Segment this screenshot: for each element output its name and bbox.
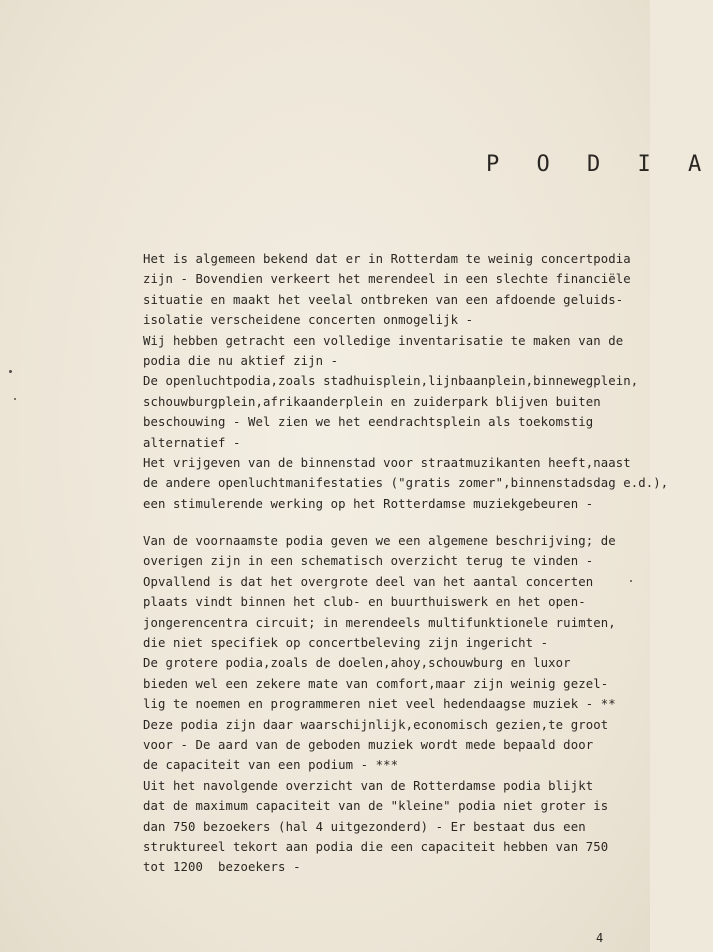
text-line: beschouwing - Wel zien we het eendrachtsplein als toekomstig — [143, 415, 594, 430]
paragraph-2 — [143, 531, 633, 878]
text-line: tot 1200 bezoekers - — [143, 860, 301, 875]
text-line: bieden wel een zekere mate van comfort,maar zijn weinig gezel- — [143, 676, 609, 691]
paragraph-1 — [143, 249, 669, 514]
text-line: podia die nu aktief zijn - — [143, 353, 339, 368]
text-line: dan 750 bezoekers (hal 4 uitgezonderd) - Er bestaat dus een — [143, 819, 586, 834]
paper-speck — [9, 370, 12, 373]
text-line: struktureel tekort aan podia die een capaciteit hebben van 750 — [143, 839, 609, 854]
text-line: zijn - Bovendien verkeert het merendeel in een slechte financiële — [143, 272, 631, 287]
text-line: overigen zijn in een schematisch overzicht terug te vinden - — [143, 554, 594, 569]
text-line: De openluchtpodia,zoals stadhuisplein,lijnbaanplein,binnewegplein, — [143, 374, 639, 389]
text-line: een stimulerende werking op het Rotterdamse muziekgebeuren - — [143, 496, 594, 511]
text-line: Uit het navolgende overzicht van de Rotterdamse podia blijkt — [143, 778, 594, 793]
body-text — [143, 249, 669, 878]
text-line: Deze podia zijn daar waarschijnlijk,economisch gezien,te groot — [143, 717, 609, 732]
text-line: situatie en maakt het veelal ontbreken van een afdoende geluids- — [143, 292, 624, 307]
text-line: lig te noemen en programmeren niet veel hedendaagse muziek - ** — [143, 697, 616, 712]
text-line: Het is algemeen bekend dat er in Rotterdam te weinig concertpodia — [143, 252, 631, 266]
text-line: de andere openluchtmanifestaties ("gratis zomer",binnenstadsdag e.d.), — [143, 476, 669, 491]
text-line: De grotere podia,zoals de doelen,ahoy,schouwburg en luxor — [143, 656, 571, 671]
page-number: 4 — [596, 931, 604, 945]
text-line: voor - De aard van de geboden muziek wordt mede bepaald door — [143, 737, 594, 752]
text-line: Opvallend is dat het overgrote deel van het aantal concerten — [143, 574, 594, 589]
text-line: Wij hebben getracht een volledige inventarisatie te maken van de — [143, 333, 624, 348]
text-line: alternatief - — [143, 435, 241, 450]
text-line: de capaciteit van een podium - *** — [143, 758, 399, 773]
text-line: dat de maximum capaciteit van de "kleine" podia niet groter is — [143, 799, 609, 814]
paragraph-gap — [143, 514, 633, 531]
text-line: plaats vindt binnen het club- en buurthuiswerk en het open- — [143, 595, 586, 610]
text-line: Van de voornaamste podia geven we een algemene beschrijving; de — [143, 534, 616, 549]
text-line: die niet specifiek op concertbeleving zijn ingericht - — [143, 636, 549, 651]
paper-speck — [14, 398, 16, 400]
text-line: isolatie verscheidene concerten onmogelijk - — [143, 313, 474, 328]
text-line: jongerencentra circuit; in merendeels multifunktionele ruimten, — [143, 615, 616, 630]
page-title: P O D I A — [486, 152, 713, 177]
paper-speck — [630, 580, 632, 582]
text-line: schouwburgplein,afrikaanderplein en zuiderpark blijven buiten — [143, 394, 601, 409]
text-line: Het vrijgeven van de binnenstad voor straatmuzikanten heeft,naast — [143, 455, 631, 470]
